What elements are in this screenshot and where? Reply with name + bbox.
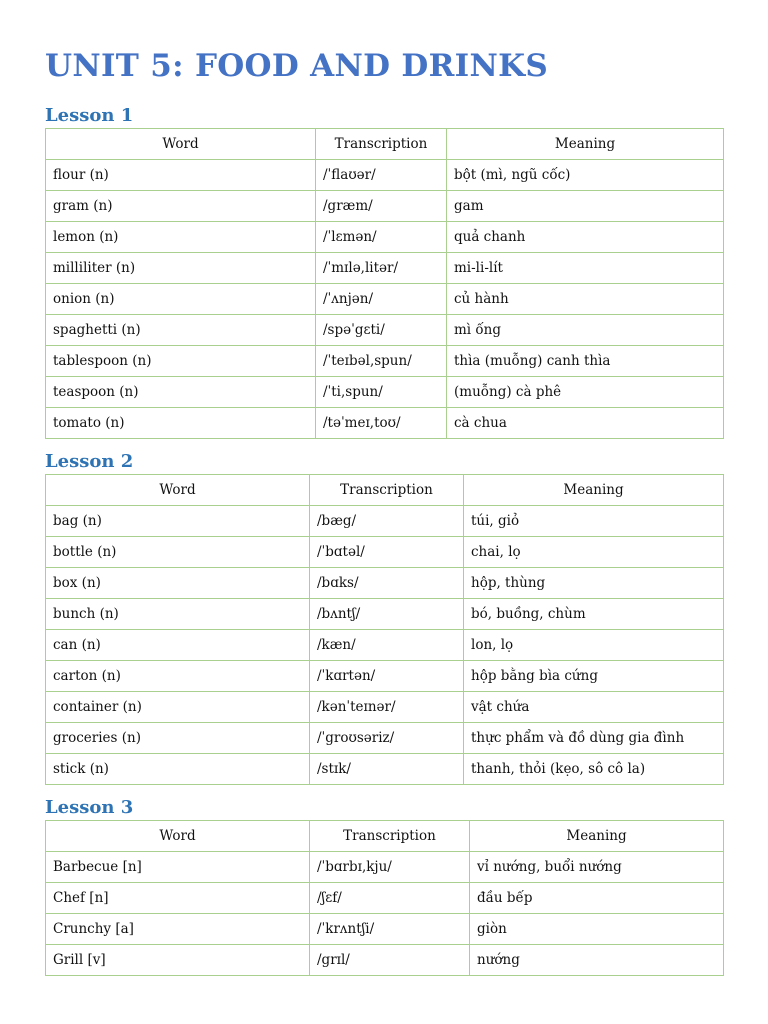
transcription-cell: /græm/ [316, 191, 447, 222]
column-header-transcription: Transcription [310, 475, 464, 506]
column-header-meaning: Meaning [470, 821, 724, 852]
meaning-cell: mi-li-lít [447, 253, 724, 284]
word-cell: stick (n) [46, 754, 310, 785]
meaning-cell: giòn [470, 914, 724, 945]
transcription-cell: /stɪk/ [310, 754, 464, 785]
column-header-word: Word [46, 475, 310, 506]
table-row [46, 377, 724, 408]
transcription-cell: /təˈmeɪ,toʊ/ [316, 408, 447, 439]
table-row [46, 661, 724, 692]
table-header-row [46, 475, 724, 506]
column-header-meaning: Meaning [447, 129, 724, 160]
table-header [46, 821, 724, 852]
transcription-cell: /ˈgroʊsəriz/ [310, 723, 464, 754]
table-body [46, 852, 724, 976]
page-title: UNIT 5: FOOD AND DRINKS [45, 48, 549, 84]
word-cell: Barbecue [n] [46, 852, 310, 883]
table-row [46, 754, 724, 785]
word-cell: onion (n) [46, 284, 316, 315]
word-cell: bag (n) [46, 506, 310, 537]
transcription-cell: /bæg/ [310, 506, 464, 537]
word-cell: can (n) [46, 630, 310, 661]
lesson-3-table [45, 820, 724, 976]
transcription-cell: /ˈʌnjən/ [316, 284, 447, 315]
word-cell: teaspoon (n) [46, 377, 316, 408]
meaning-cell: vật chứa [464, 692, 724, 723]
table-row [46, 253, 724, 284]
transcription-cell: /ˈteɪbəl,spun/ [316, 346, 447, 377]
table-header [46, 129, 724, 160]
table-row [46, 692, 724, 723]
word-cell: box (n) [46, 568, 310, 599]
column-header-meaning: Meaning [464, 475, 724, 506]
table-row [46, 160, 724, 191]
transcription-cell: /ˈkɑrtən/ [310, 661, 464, 692]
meaning-cell: hộp bằng bìa cứng [464, 661, 724, 692]
transcription-cell: /ˈbɑtəl/ [310, 537, 464, 568]
table-row [46, 852, 724, 883]
transcription-cell: /ˈkrʌntʃi/ [310, 914, 470, 945]
lesson-1-heading: Lesson 1 [45, 105, 134, 126]
meaning-cell: gam [447, 191, 724, 222]
meaning-cell: (muỗng) cà phê [447, 377, 724, 408]
meaning-cell: đầu bếp [470, 883, 724, 914]
word-cell: Chef [n] [46, 883, 310, 914]
table-row [46, 408, 724, 439]
table-row [46, 315, 724, 346]
table-body [46, 506, 724, 785]
meaning-cell: quả chanh [447, 222, 724, 253]
table-header [46, 475, 724, 506]
table-header-row [46, 821, 724, 852]
meaning-cell: vỉ nướng, buổi nướng [470, 852, 724, 883]
transcription-cell: /ʃɛf/ [310, 883, 470, 914]
transcription-cell: /ˈflaʊər/ [316, 160, 447, 191]
table-row [46, 222, 724, 253]
word-cell: Grill [v] [46, 945, 310, 976]
transcription-cell: /ˈbɑrbɪ,kju/ [310, 852, 470, 883]
lesson-2-table [45, 474, 724, 785]
meaning-cell: mì ống [447, 315, 724, 346]
transcription-cell: /spəˈgɛti/ [316, 315, 447, 346]
table-row [46, 883, 724, 914]
table-body [46, 160, 724, 439]
word-cell: bottle (n) [46, 537, 310, 568]
meaning-cell: hộp, thùng [464, 568, 724, 599]
transcription-cell: /bʌntʃ/ [310, 599, 464, 630]
table-row [46, 191, 724, 222]
word-cell: groceries (n) [46, 723, 310, 754]
table-row [46, 945, 724, 976]
transcription-cell: /ˈti,spun/ [316, 377, 447, 408]
word-cell: Crunchy [a] [46, 914, 310, 945]
word-cell: tablespoon (n) [46, 346, 316, 377]
word-cell: carton (n) [46, 661, 310, 692]
table-row [46, 537, 724, 568]
meaning-cell: thanh, thỏi (kẹo, sô cô la) [464, 754, 724, 785]
word-cell: tomato (n) [46, 408, 316, 439]
word-cell: bunch (n) [46, 599, 310, 630]
word-cell: container (n) [46, 692, 310, 723]
word-cell: lemon (n) [46, 222, 316, 253]
column-header-word: Word [46, 821, 310, 852]
lesson-1-table [45, 128, 724, 439]
column-header-word: Word [46, 129, 316, 160]
table-row [46, 630, 724, 661]
transcription-cell: /ˈmɪlə,litər/ [316, 253, 447, 284]
column-header-transcription: Transcription [316, 129, 447, 160]
meaning-cell: bó, buồng, chùm [464, 599, 724, 630]
meaning-cell: thực phẩm và đồ dùng gia đình [464, 723, 724, 754]
column-header-transcription: Transcription [310, 821, 470, 852]
meaning-cell: bột (mì, ngũ cốc) [447, 160, 724, 191]
word-cell: spaghetti (n) [46, 315, 316, 346]
table-header-row [46, 129, 724, 160]
table-row [46, 284, 724, 315]
meaning-cell: lon, lọ [464, 630, 724, 661]
lesson-3-heading: Lesson 3 [45, 797, 134, 818]
meaning-cell: túi, giỏ [464, 506, 724, 537]
table-row [46, 723, 724, 754]
lesson-2-heading: Lesson 2 [45, 451, 134, 472]
meaning-cell: củ hành [447, 284, 724, 315]
word-cell: milliliter (n) [46, 253, 316, 284]
table-row [46, 506, 724, 537]
word-cell: flour (n) [46, 160, 316, 191]
transcription-cell: /bɑks/ [310, 568, 464, 599]
table-row [46, 568, 724, 599]
meaning-cell: thìa (muỗng) canh thìa [447, 346, 724, 377]
transcription-cell: /grɪl/ [310, 945, 470, 976]
table-row [46, 914, 724, 945]
table-row [46, 599, 724, 630]
meaning-cell: cà chua [447, 408, 724, 439]
transcription-cell: /kæn/ [310, 630, 464, 661]
word-cell: gram (n) [46, 191, 316, 222]
table-row [46, 346, 724, 377]
meaning-cell: nướng [470, 945, 724, 976]
transcription-cell: /kənˈteɪnər/ [310, 692, 464, 723]
meaning-cell: chai, lọ [464, 537, 724, 568]
transcription-cell: /ˈlɛmən/ [316, 222, 447, 253]
